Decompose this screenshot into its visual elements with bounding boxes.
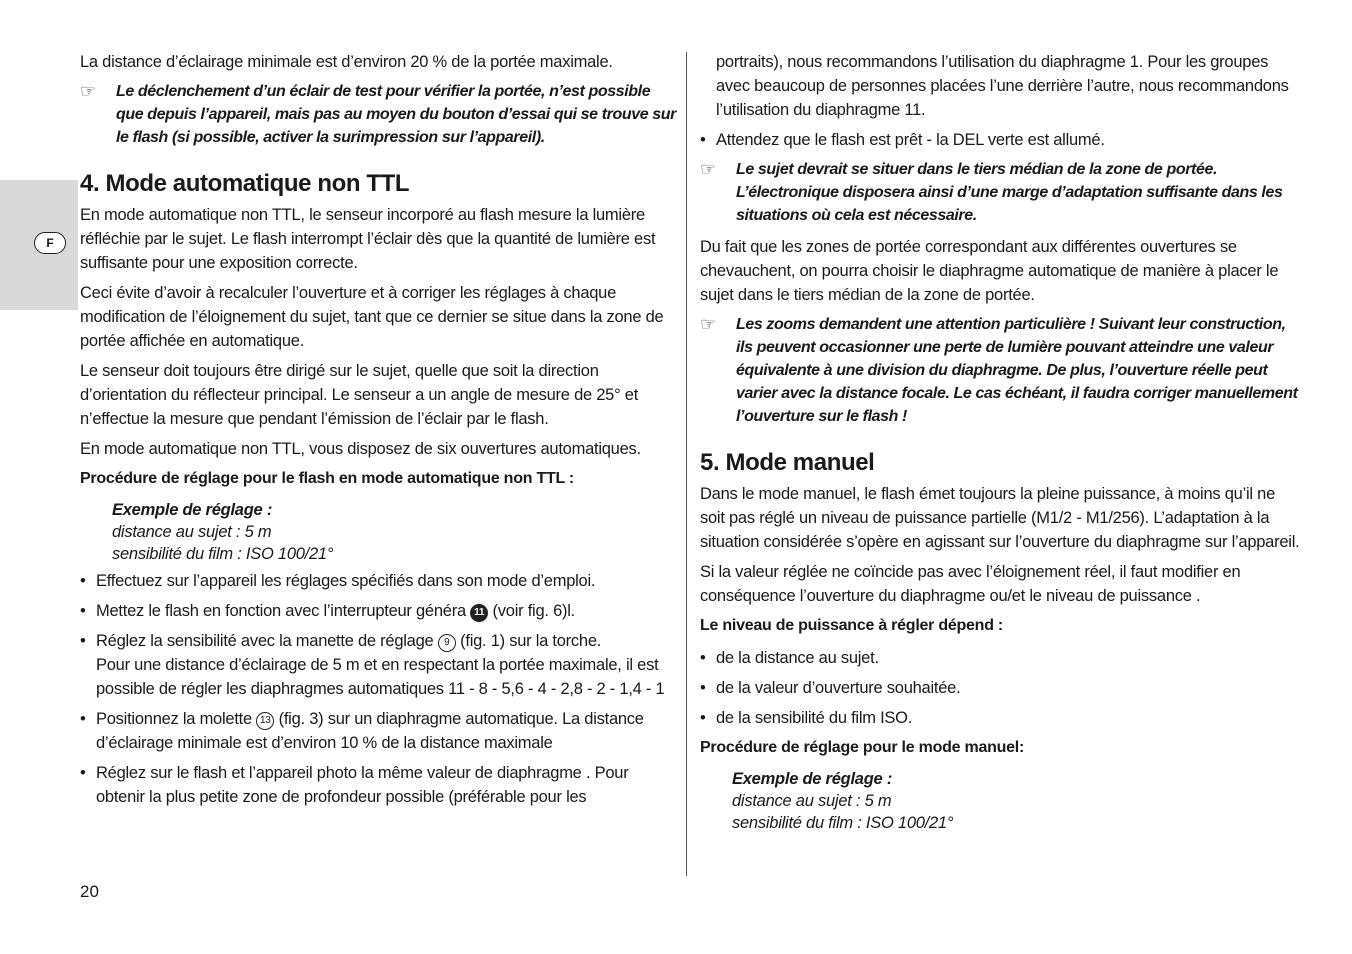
bullet-dot-icon: • — [700, 649, 706, 667]
bullet-dot-icon: • — [700, 709, 706, 727]
list-item: • Réglez sur le flash et l’appareil photo la même valeur de diaphragme . Pour obtenir la plus petite zone de profondeur possible (préférable pour les — [80, 761, 678, 809]
example-title: Exemple de réglage : — [732, 770, 893, 788]
language-badge: F — [34, 232, 66, 254]
list-item: • Mettez le flash en fonction avec l’interrupteur généra 11 (voir fig. 6)l. — [80, 599, 678, 623]
list-item: • de la sensibilité du film ISO. — [700, 706, 1300, 730]
depends-title: Le niveau de puissance à régler dépend : — [700, 617, 1003, 634]
list-item: • Attendez que le flash est prêt - la DEL verte est allumé. — [700, 128, 1300, 152]
list-item: • Effectuez sur l’appareil les réglages spécifiés dans son mode d’emploi. — [80, 569, 678, 593]
reference-number-badge: 9 — [438, 634, 456, 652]
paragraph: En mode automatique non TTL, le senseur incorporé au flash mesure la lumière réfléchie par le sujet. Le flash interrompt l’éclair dès que la quantité de lumière est suffisante pour une exposition correcte. — [80, 206, 656, 272]
pointing-hand-icon: ☞ — [80, 81, 96, 101]
example-line: distance au sujet : 5 m — [732, 792, 892, 810]
intro-paragraph: La distance d’éclairage minimale est d’environ 20 % de la portée maximale. — [80, 53, 613, 71]
procedure-title: Procédure de réglage pour le flash en mode automatique non TTL : — [80, 470, 574, 487]
note-test-flash: ☞ Le déclenchement d’un éclair de test pour vérifier la portée, n’est possible que depuis l’appareil, mais pas au moyen du bouton d’essai qui se trouve sur le flash (si possible, activer la surimpression sur l’appareil). — [80, 80, 678, 149]
paragraph: Ceci évite d’avoir à recalculer l’ouverture et à corriger les réglages à chaque modification de l’éloignement du sujet, tant que ce dernier se situe dans la zone de portée affichée en automatique. — [80, 284, 664, 350]
bullet-dot-icon: • — [700, 679, 706, 697]
bullet-dot-icon: • — [80, 602, 86, 620]
section-heading-5: 5. Mode manuel — [700, 449, 875, 476]
continued-paragraph: portraits), nous recommandons l’utilisation du diaphragme 1. Pour les groupes avec beaucoup de personnes placées l’une derrière l’autre, nous recommandons l’utilisation du diaphragme 11. — [716, 53, 1289, 119]
settings-example — [80, 499, 678, 565]
left-column — [80, 50, 678, 815]
settings-example — [700, 768, 1300, 834]
note-zooms: ☞ Les zooms demandent une attention particulière ! Suivant leur construction, ils peuvent occasionner une perte de lumière pouvant atteindre une valeur équivalente à une division du diaphragme. De plus, l’ouverture réelle peut varier avec la distance focale. Le cas échéant, il faudra corriger manuellement l’ouverture sur le flash ! — [700, 313, 1300, 428]
section-heading-4: 4. Mode automatique non TTL — [80, 170, 410, 197]
paragraph: Du fait que les zones de portée correspondant aux différentes ouvertures se chevauchent, on pourra choisir le diaphragme automatique de manière à placer le sujet dans le tiers médian de la zone de portée. — [700, 238, 1279, 304]
bullet-dot-icon: • — [80, 632, 86, 650]
pointing-hand-icon: ☞ — [700, 314, 716, 334]
list-item: • Positionnez la molette 13 (fig. 3) sur un diaphragme automatique. La distance d’éclairage minimale est d’environ 10 % de la distance maximale — [80, 707, 678, 755]
page-number: 20 — [80, 882, 99, 901]
paragraph: Dans le mode manuel, le flash émet toujours la pleine puissance, à moins qu’il ne soit pas réglé un niveau de puissance partielle (M1/2 - M1/256). L’adaptation à la situation considérée s’opère en agissant sur l’ouverture du diaphragme sur l’appareil. — [700, 485, 1300, 551]
procedure-title: Procédure de réglage pour le mode manuel: — [700, 739, 1025, 756]
note-subject-range: ☞ Le sujet devrait se situer dans le tiers médian de la zone de portée. L’électronique disposera ainsi d’une marge d’adaptation suffisante dans les situations où cela est nécessaire. — [700, 158, 1300, 227]
paragraph: Si la valeur réglée ne coïncide pas avec l’éloignement réel, il faut modifier en conséquence l’ouverture du diaphragme ou/et le niveau de puissance . — [700, 563, 1241, 605]
reference-number-badge: 13 — [256, 712, 274, 730]
column-divider — [686, 52, 687, 876]
paragraph: Le senseur doit toujours être dirigé sur le sujet, quelle que soit la direction d’orientation du réflecteur principal. Le senseur a un angle de mesure de 25° et n’effectue la mesure que pendant l’émission de l’éclair par le flash. — [80, 362, 639, 428]
example-title: Exemple de réglage : — [112, 501, 273, 519]
bullet-dot-icon: • — [80, 764, 86, 782]
reference-number-badge: 11 — [470, 604, 488, 622]
pointing-hand-icon: ☞ — [700, 159, 716, 179]
bullet-dot-icon: • — [80, 710, 86, 728]
paragraph: En mode automatique non TTL, vous disposez de six ouvertures automatiques. — [80, 440, 641, 458]
example-line: sensibilité du film : ISO 100/21° — [732, 814, 954, 832]
list-item: • Réglez la sensibilité avec la manette de réglage 9 (fig. 1) sur la torche. Pour une distance d’éclairage de 5 m et en respectant la portée maximale, il est possible de régler les diaphragmes automatiques 11 - 8 - 5,6 - 4 - 2,8 - 2 - 1,4 - 1 — [80, 629, 678, 701]
right-column — [700, 50, 1300, 838]
example-line: distance au sujet : 5 m — [112, 523, 272, 541]
list-item: • de la distance au sujet. — [700, 646, 1300, 670]
example-line: sensibilité du film : ISO 100/21° — [112, 545, 334, 563]
list-item: • de la valeur d’ouverture souhaitée. — [700, 676, 1300, 700]
bullet-dot-icon: • — [700, 131, 706, 149]
bullet-dot-icon: • — [80, 572, 86, 590]
